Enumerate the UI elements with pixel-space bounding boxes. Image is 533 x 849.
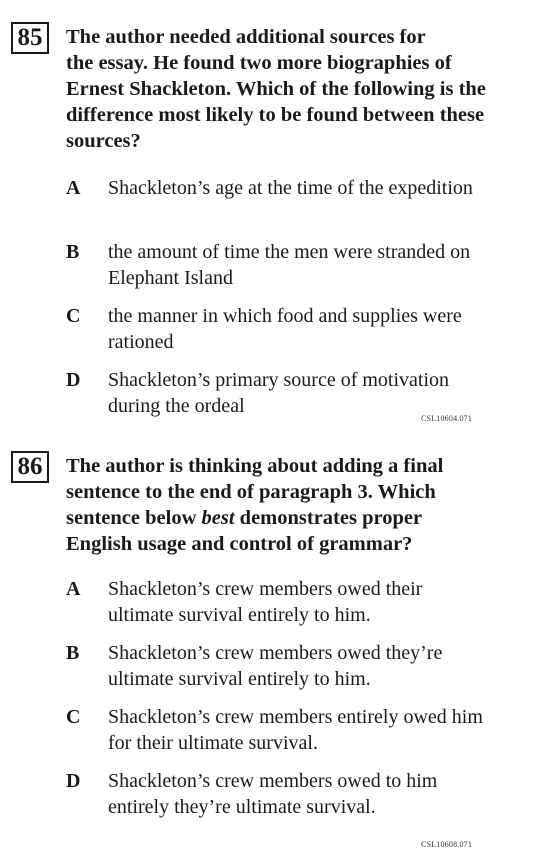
answer-choices — [66, 576, 526, 832]
answer-choice-a[interactable] — [66, 175, 526, 239]
choice-letter: B — [66, 241, 80, 263]
choice-text: Shackleton’s crew members owed to him entirely they’re ultimate survival. — [108, 770, 438, 818]
question-number-box: 86 — [11, 451, 49, 483]
choice-letter: C — [66, 706, 81, 728]
choice-letter: D — [66, 369, 81, 391]
choice-text: the amount of time the men were stranded on Elephant Island — [108, 241, 471, 289]
choice-text: Shackleton’s crew members entirely owed him for their ultimate survival. — [108, 706, 483, 754]
item-code: CSL10608.071 — [421, 840, 473, 849]
answer-choice-c[interactable] — [66, 303, 526, 367]
choice-text: Shackleton’s primary source of motivation during the ordeal — [108, 369, 450, 417]
stem-text-post: demonstrates proper English usage and control of grammar? — [66, 507, 423, 555]
answer-choice-b[interactable] — [66, 239, 526, 303]
choice-letter: C — [66, 305, 81, 327]
question-number-box: 85 — [11, 22, 49, 54]
choice-letter: B — [66, 642, 80, 664]
answer-choice-d[interactable] — [66, 768, 526, 832]
answer-choice-c[interactable] — [66, 704, 526, 768]
question-stem — [66, 453, 526, 557]
choice-text: Shackleton’s crew members owed they’re ultimate survival entirely to him. — [108, 642, 443, 690]
stem-emphasis: best — [201, 507, 235, 529]
choice-letter: A — [66, 177, 81, 199]
choice-letter: A — [66, 578, 81, 600]
choice-text: the manner in which food and supplies were rationed — [108, 305, 462, 353]
choice-text: Shackleton’s crew members owed their ultimate survival entirely to him. — [108, 578, 423, 626]
answer-choice-b[interactable] — [66, 640, 526, 704]
answer-choice-a[interactable] — [66, 576, 526, 640]
choice-text: Shackleton’s age at the time of the expedition — [108, 177, 473, 199]
question-stem: The author needed additional sources for the essay. He found two more biographies of Ernest Shackleton. Which of the following is the difference most likely to be found between these sources? — [66, 26, 486, 152]
answer-choices — [66, 175, 526, 431]
item-code: CSL10604.071 — [421, 414, 473, 423]
stem-text-pre: The author is thinking about adding a final sentence to the end of paragraph 3. Which sentence below — [66, 455, 444, 529]
choice-letter: D — [66, 770, 81, 792]
